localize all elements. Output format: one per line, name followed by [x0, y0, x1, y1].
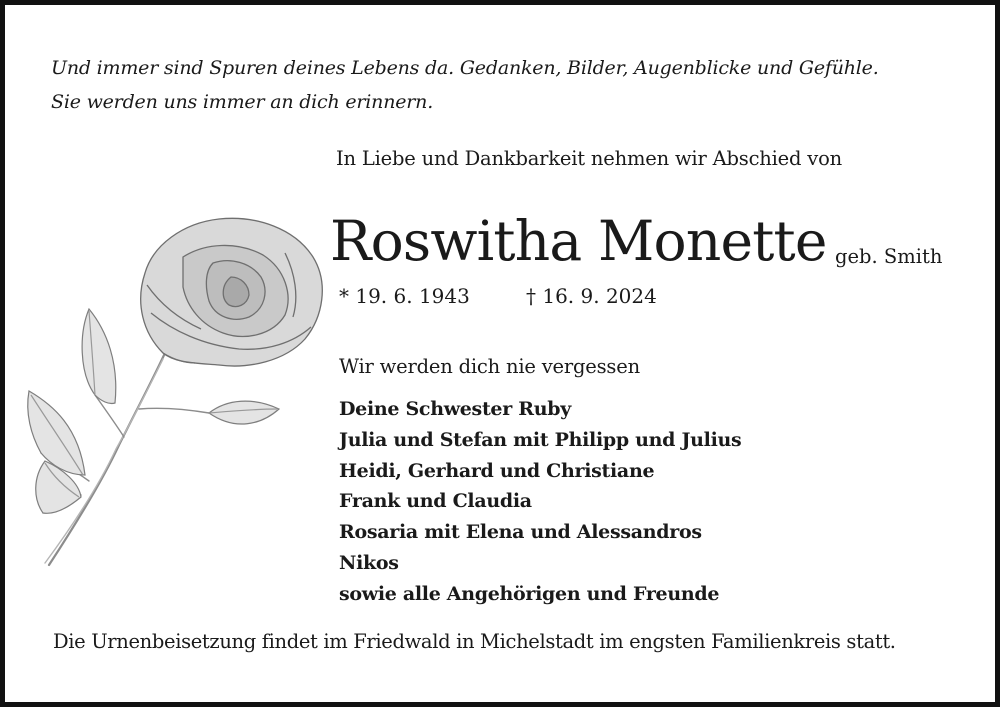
quote-line-1: Und immer sind Spuren deines Lebens da. Gedanken, Bilder, Augenblicke und Gefühle.: [51, 57, 879, 79]
intro-text: In Liebe und Dankbarkeit nehmen wir Abschied von: [336, 147, 843, 170]
list-item: Julia und Stefan mit Philipp und Julius: [339, 428, 742, 451]
list-item: Frank und Claudia: [339, 490, 532, 513]
birth-date: * 19. 6. 1943: [339, 284, 470, 308]
deceased-name: Roswitha Monette: [330, 209, 827, 273]
leaf-upper-left: [82, 309, 116, 404]
list-item: Rosaria mit Elena und Alessandros: [339, 521, 702, 544]
mourners-list: [339, 394, 741, 610]
quote-line-2: Sie werden uns immer an dich erinnern.: [51, 91, 434, 113]
farewell-line: Wir werden dich nie vergessen: [339, 355, 640, 378]
death-date: † 16. 9. 2024: [526, 284, 657, 308]
rose-drawing-icon: [23, 213, 343, 573]
maiden-name: geb. Smith: [835, 245, 943, 268]
list-item: Heidi, Gerhard und Christiane: [339, 459, 655, 482]
list-item: sowie alle Angehörigen und Freunde: [339, 582, 720, 605]
list-item: Deine Schwester Ruby: [339, 398, 571, 420]
memorial-quote: [51, 51, 879, 119]
list-item: Nikos: [339, 551, 399, 574]
burial-notice: Die Urnenbeisetzung findet im Friedwald in Michelstadt im engsten Familienkreis statt.: [53, 630, 896, 653]
